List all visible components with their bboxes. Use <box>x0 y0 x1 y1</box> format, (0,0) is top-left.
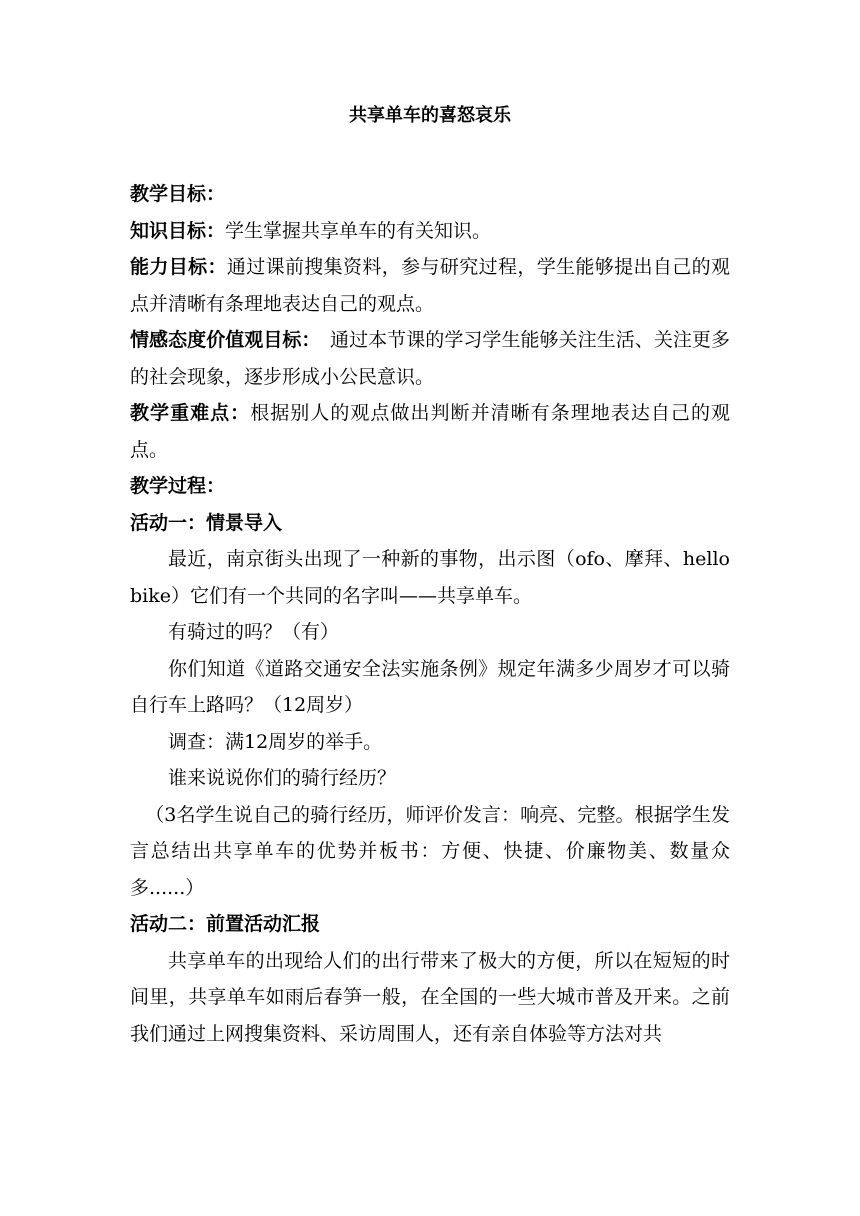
objectives-heading: 教学目标： <box>130 183 226 205</box>
knowledge-objective-label: 知识目标： <box>130 219 226 242</box>
key-points-label: 教学重难点： <box>130 402 251 424</box>
knowledge-objective <box>130 213 730 250</box>
activity1-paragraph: 你们知道《道路交通安全法实施条例》规定年满多少周岁才可以骑自行车上路吗？（12周岁） <box>130 657 730 716</box>
process-heading: 教学过程： <box>130 475 226 497</box>
emotion-objective <box>130 322 730 395</box>
activity1-heading: 活动一：情景导入 <box>130 511 283 534</box>
activity1-paragraph: 谁来说说你们的骑行经历？ <box>168 767 397 789</box>
ability-objective-label: 能力目标： <box>130 256 227 278</box>
document-title: 共享单车的喜怒哀乐 <box>349 105 511 126</box>
activity1-paragraph: 最近，南京街头出现了一种新的事物，出示图（ofo、摩拜、hello bike）它们有一个共同的名字叫——共享单车。 <box>130 548 730 607</box>
key-points-text: 根据别人的观点做出判断并清晰有条理地表达自己的观点。 <box>130 402 730 461</box>
knowledge-objective-text: 学生掌握共享单车的有关知识。 <box>225 219 492 242</box>
activity2-heading: 活动二：前置活动汇报 <box>130 913 321 935</box>
ability-objective <box>130 249 730 322</box>
ability-objective-text: 通过课前搜集资料，参与研究过程，学生能够提出自己的观点并清晰有条理地表达自己的观点。 <box>130 256 730 315</box>
key-points <box>130 395 730 468</box>
document-body <box>130 176 730 1052</box>
emotion-objective-text: 通过本节课的学习学生能够关注生活、关注更多的社会现象，逐步形成小公民意识。 <box>130 329 730 388</box>
activity1-paragraph: 有骑过的吗？（有） <box>168 621 340 643</box>
activity1-paragraph: 调查：满12周岁的举手。 <box>168 730 383 753</box>
activity2-paragraph: 共享单车的出现给人们的出行带来了极大的方便，所以在短短的时间里，共享单车如雨后春笋一般，在全国的一些大城市普及开来。之前我们通过上网搜集资料、采访周围人，还有亲自体验等方法对共 <box>130 949 730 1045</box>
activity1-note: （3名学生说自己的骑行经历，师评价发言：响亮、完整。根据学生发言总结出共享单车的优势并板书：方便、快捷、价廉物美、数量众多......） <box>130 803 730 899</box>
emotion-objective-label: 情感态度价值观目标： <box>130 329 311 351</box>
